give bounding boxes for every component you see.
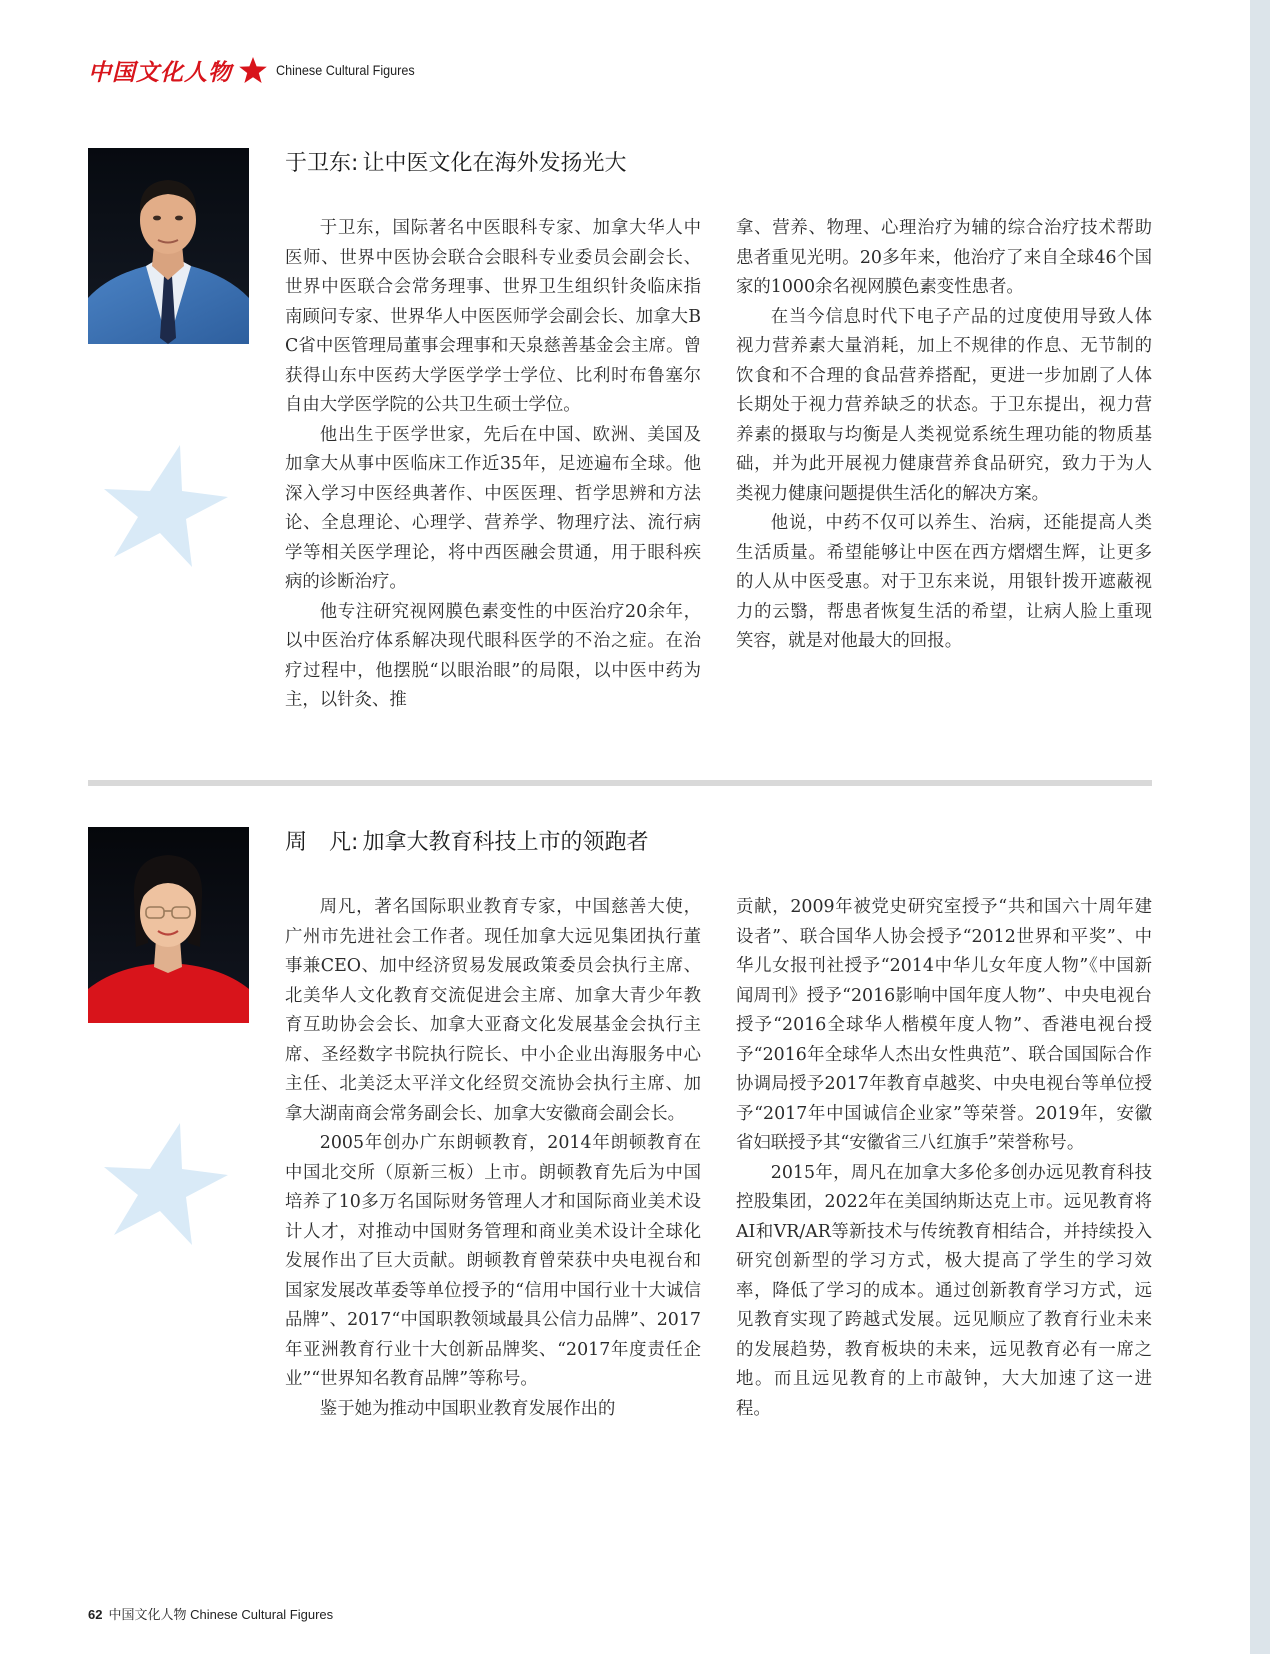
paragraph: 贡献，2009年被党史研究室授予“共和国六十周年建设者”、联合国华人协会授予“2012世界和平奖”、中华儿女报刊社授予“2014中华儿女年度人物”《中国新闻周刊》授予“2016影响中国年度人物”、中央电视台授予“2016全球华人楷模年度人物”、香港电视台授予“2016年全球华人杰出女性典范”、联合国国际合作协调局授予2017年教育卓越奖、中央电视台等单位授予“2017年中国诚信企业家”等荣誉。2019年，安徽省妇联授予其“安徽省三八红旗手”荣誉称号。 xyxy=(736,897,1152,1153)
portrait-photo-1 xyxy=(88,148,249,344)
red-star-icon xyxy=(238,56,268,84)
page-number: 62 xyxy=(88,1607,103,1622)
decorative-star-icon-2 xyxy=(104,1123,230,1245)
masthead-title-cn: 中国文化人物 xyxy=(88,58,232,86)
masthead xyxy=(88,54,430,86)
decorative-star-icon-1 xyxy=(104,445,230,567)
paragraph: 2015年，周凡在加拿大多伦多创办远见教育科技控股集团，2022年在美国纳斯达克上市。远见教育将AI和VR/AR等新技术与传统教育相结合，并持续投入研究创新型的学习方式，极大提高了学生的学习效率，降低了学习的成本。通过创新教育学习方式，远见教育实现了跨越式发展。远见顺应了教育行业未来的发展趋势，教育板块的未来，远见教育必有一席之地。而且远见教育的上市敲钟，大大加速了这一进程。 xyxy=(736,1162,1152,1419)
paragraph: 在当今信息时代下电子产品的过度使用导致人体视力营养素大量消耗，加上不规律的作息、无节制的饮食和不合理的食品营养搭配，更进一步加剧了人体长期处于视力营养缺乏的状态。于卫东提出，视力营养素的摄取与均衡是人类视觉系统生理功能的物质基础，并为此开展视力健康营养食品研究，致力于为人类视力健康问题提供生活化的解决方案。 xyxy=(736,306,1152,504)
article-title-1 xyxy=(285,146,626,177)
paragraph: 2005年创办广东朗顿教育，2014年朗顿教育在中国北交所（原新三板）上市。朗顿教育先后为中国培养了10多万名国际财务管理人才和国际商业美术设计人才，对推动中国财务管理和商业美术设计全球化发展作出了巨大贡献。朗顿教育曾荣获中央电视台和国家发展改革委等单位授予的“信用中国行业十大诚信品牌”、2017“中国职教领域最具公信力品牌”、2017年亚洲教育行业十大创新品牌奖、“2017年度责任企业”“世界知名教育品牌”等称号。 xyxy=(285,1133,701,1389)
paragraph: 他说，中药不仅可以养生、治病，还能提高人类生活质量。希望能够让中医在西方熠熠生辉，让更多的人从中医受惠。对于卫东来说，用银针拨开遮蔽视力的云翳，帮患者恢复生活的希望，让病人脸上重现笑容，就是对他最大的回报。 xyxy=(736,513,1152,651)
article-person-name: 周 凡 xyxy=(285,830,352,855)
paragraph: 鉴于她为推动中国职业教育发展作出的 xyxy=(319,1398,616,1419)
section-divider xyxy=(88,780,1152,786)
article-1-column-1 xyxy=(285,214,701,716)
paragraph: 拿、营养、物理、心理治疗为辅的综合治疗技术帮助患者重见光明。20多年来，他治疗了来自全球46个国家的1000余名视网膜色素变性患者。 xyxy=(736,218,1152,297)
paragraph: 他出生于医学世家，先后在中国、欧洲、美国及加拿大从事中医临床工作近35年，足迹遍布全球。他深入学习中医经典著作、中医医理、哲学思辨和方法论、全息理论、心理学、营养学、物理疗法、流行病学等相关医学理论，将中西医融会贯通，用于眼科疾病的诊断治疗。 xyxy=(285,424,701,592)
page-footer xyxy=(88,1604,333,1623)
title-separator: : xyxy=(351,830,359,855)
footer-publication: 中国文化人物 Chinese Cultural Figures xyxy=(108,1607,334,1622)
paragraph: 周凡，著名国际职业教育专家，中国慈善大使，广州市先进社会工作者。现任加拿大远见集团执行董事兼CEO、加中经济贸易发展政策委员会执行主席、北美华人文化教育交流促进会主席、加拿大青少年教育互助协会会长、加拿大亚裔文化发展基金会执行主席、圣经数字书院执行院长、中小企业出海服务中心主任、北美泛太平洋文化经贸交流协会执行主席、加拿大湖南商会常务副会长、加拿大安徽商会副会长。 xyxy=(285,897,701,1124)
masthead-title-en: Chinese Cultural Figures xyxy=(276,62,415,78)
portrait-photo-2 xyxy=(88,827,249,1023)
article-subtitle: 让中医文化在海外发扬光大 xyxy=(362,151,627,176)
paragraph: 于卫东，国际著名中医眼科专家、加拿大华人中医师、世界中医协会联合会眼科专业委员会副会长、世界中医联合会常务理事、世界卫生组织针灸临床指南顾问专家、世界华人中医医师学会副会长、加拿大BC省中医管理局董事会理事和天泉慈善基金会主席。曾获得山东中医药大学医学学士学位、比利时布鲁塞尔自由大学医学院的公共卫生硕士学位。 xyxy=(285,218,701,415)
page-edge-bar xyxy=(1250,0,1270,1654)
article-2-column-1 xyxy=(285,893,701,1424)
paragraph: 他专注研究视网膜色素变性的中医治疗20余年，以中医治疗体系解决现代眼科医学的不治之症。在治疗过程中，他摆脱“以眼治眼”的局限，以中医中药为主，以针灸、推 xyxy=(285,601,701,710)
article-1-column-2 xyxy=(736,214,1152,657)
article-person-name: 于卫东 xyxy=(285,151,352,176)
article-2-column-2 xyxy=(736,893,1152,1424)
article-title-2 xyxy=(285,825,648,856)
article-subtitle: 加拿大教育科技上市的领跑者 xyxy=(362,830,649,855)
title-separator: : xyxy=(351,151,359,176)
